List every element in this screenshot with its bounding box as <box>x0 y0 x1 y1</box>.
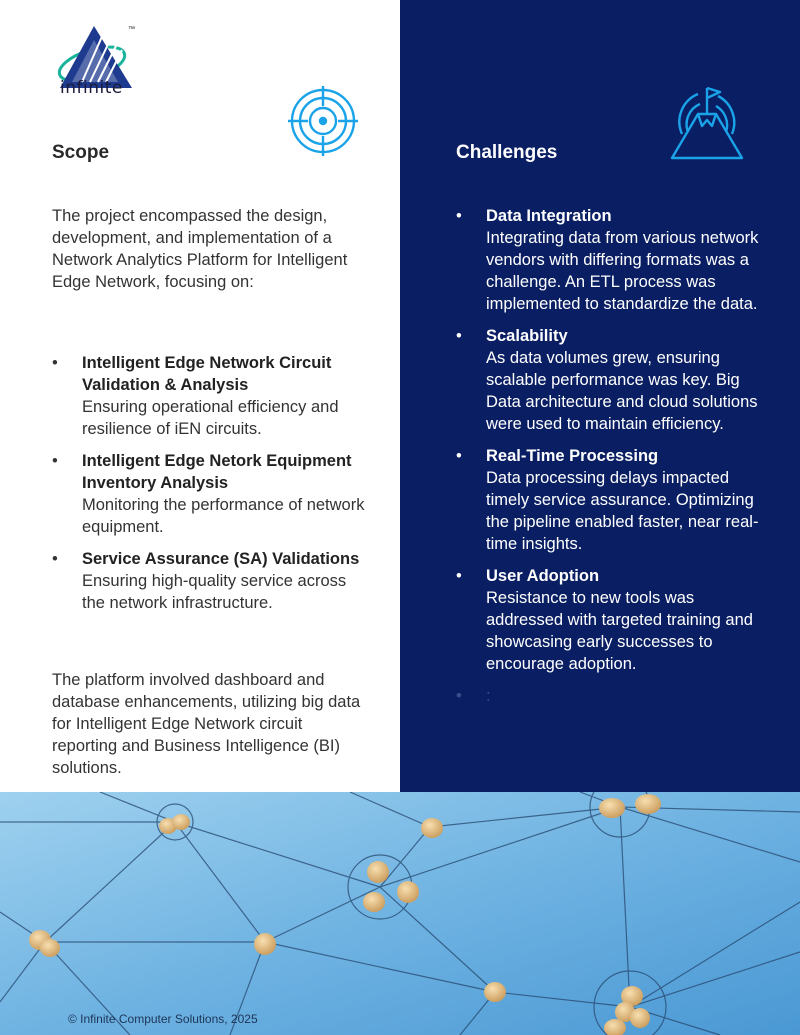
list-item-desc: Resistance to new tools was addressed with targeted training and showcasing early successes to encourage adoption. <box>486 589 753 673</box>
list-item-desc: As data volumes grew, ensuring scalable performance was key. Big Data architecture and cloud solutions were used to maintain efficiency. <box>486 349 758 433</box>
list-item-title: Intelligent Edge Netork Equipment Inventory Analysis <box>82 452 352 492</box>
bullet: • <box>456 207 462 225</box>
bullet: • <box>456 687 462 705</box>
bullet: • <box>52 452 58 470</box>
list-item <box>456 445 766 555</box>
list-item <box>52 450 372 538</box>
bullet: • <box>52 354 58 372</box>
bullet: • <box>456 327 462 345</box>
list-item-title: Service Assurance (SA) Validations <box>82 550 360 568</box>
list-item <box>456 205 766 315</box>
list-item <box>52 352 372 440</box>
logo-wordmark: infinite <box>60 78 123 98</box>
scope-panel <box>0 0 400 792</box>
bullet: • <box>456 447 462 465</box>
list-item <box>456 565 766 675</box>
list-item-desc: Ensuring high-quality service across the network infrastructure. <box>82 572 347 612</box>
list-item-placeholder: : <box>486 687 491 705</box>
scope-intro-text: The project encompassed the design, development, and implementation of a Network Analytics Platform for Intelligent Edge Network, focusing on: <box>52 207 348 291</box>
scope-list <box>52 352 372 624</box>
list-item-empty <box>456 685 766 707</box>
challenges-list <box>456 205 766 717</box>
trademark-mark: ™ <box>128 26 135 33</box>
target-icon <box>286 84 360 158</box>
copyright-text: © Infinite Computer Solutions, 2025 <box>68 1012 258 1026</box>
list-item-desc: Monitoring the performance of network equipment. <box>82 496 365 536</box>
list-item-title: Intelligent Edge Network Circuit Validation & Analysis <box>82 354 332 394</box>
list-item-title: Real-Time Processing <box>486 447 659 465</box>
list-item-title: User Adoption <box>486 567 600 585</box>
network-photo <box>0 792 800 1035</box>
list-item-desc: Ensuring operational efficiency and resilience of iEN circuits. <box>82 398 339 438</box>
list-item <box>52 548 372 614</box>
mountain-flag-icon <box>668 84 746 164</box>
list-item <box>456 325 766 435</box>
list-item-desc: Integrating data from various network vendors with differing formats was a challenge. An ETL process was implemented to standardize the data. <box>486 229 759 313</box>
list-item-desc: Data processing delays impacted timely service assurance. Optimizing the pipeline enabled faster, near real-time insights. <box>486 469 759 553</box>
bullet: • <box>52 550 58 568</box>
scope-heading: Scope <box>52 142 110 163</box>
scope-outro-text: The platform involved dashboard and database enhancements, utilizing big data for Intelligent Edge Network circuit reporting and Business Intelligence (BI) solutions. <box>52 671 361 777</box>
list-item-title: Scalability <box>486 327 568 345</box>
bullet: • <box>456 567 462 585</box>
challenges-heading: Challenges <box>456 142 558 163</box>
list-item-title: Data Integration <box>486 207 612 225</box>
